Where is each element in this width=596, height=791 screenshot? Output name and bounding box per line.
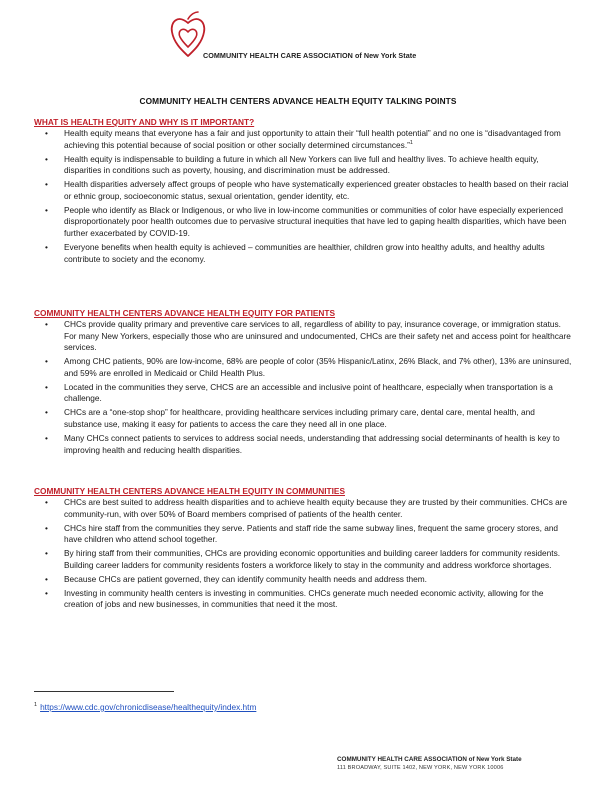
list-item: • CHCs provide quality primary and preventive care services to all, regardless of ability to pay, insurance coverage, or immigration status. For many New Yorkers, especially those who are uninsured and undocumented, CHCs are their safety net and access point for healthcare services. (45, 319, 571, 353)
bullet-icon: • (45, 319, 48, 329)
bullet-icon: • (45, 522, 48, 533)
apple-heart-logo-icon (168, 10, 208, 62)
footnote-number: 1 (34, 702, 38, 708)
list-item: • Health equity is indispensable to building a future in which all New Yorkers can live full and healthy lives. To achieve health equity, disparities in conditions such as poverty, housing, and discrimination must be addressed. (45, 153, 539, 176)
bullet-icon: • (45, 497, 48, 507)
bullet-icon: • (45, 179, 48, 190)
bullet-icon: • (45, 407, 48, 418)
list-item: • By hiring staff from their communities, CHCs are providing economic opportunities and building career ladders for community residents. Building career ladders for community residents fosters a workforce likely to stay in the community and address workforce shortages. (45, 548, 561, 570)
bullet-icon: • (45, 587, 48, 598)
list-item: • CHCs hire staff from the communities they serve. Patients and staff ride the same subway lines, frequent the same grocery stores, and have children who attend school together. (45, 522, 559, 545)
footnote (34, 702, 256, 712)
bullet-icon: • (45, 153, 48, 164)
footer-address: 111 BROADWAY, SUITE 1402, NEW YORK, NEW YORK 10006 (337, 765, 504, 771)
list-item: • CHCs are best suited to address health disparities and to achieve health equity because they are trusted by their communities. CHCs are community-run, with over 50% of Board members comprised of patients of the health center. (45, 497, 568, 519)
bullet-icon: • (45, 241, 48, 252)
bullet-icon: • (45, 381, 48, 392)
bullet-icon: • (45, 356, 48, 367)
list-item: • Health equity means that everyone has a fair and just opportunity to attain their “full health potential” and no one is “disadvantaged from achieving this potential because of social position or other socially determined circumstances.”$^1$ (45, 128, 561, 150)
list-item: • Many CHCs connect patients to services to address social needs, understanding that addressing social determinants of health is key to improving health and reducing health disparities. (45, 432, 560, 455)
list-item: • Health disparities adversely affect groups of people who have systematically experienced greater obstacles to health based on their racial or ethnic group, socioeconomic status, sexual orientation, gender identity, etc. (45, 179, 569, 201)
section-heading: WHAT IS HEALTH EQUITY AND WHY IS IT IMPORTANT? (34, 117, 255, 127)
list-item: • Because CHCs are patient governed, they can identify community health needs and address them. (45, 573, 427, 584)
bullet-icon: • (45, 573, 48, 584)
section-advance-equity-patients (34, 308, 572, 458)
footnote-link[interactable]: https://www.cdc.gov/chronicdisease/healthequity/index.htm (40, 702, 257, 712)
list-item: • CHCs are a “one-stop shop” for healthcare, providing healthcare services including primary care, dental care, mental health, and substance use, making it easy for patients to access the care they need all in one place. (45, 407, 535, 429)
list-item: • Located in the communities they serve, CHCS are an accessible and inclusive point of healthcare, especially when transportation is a challenge. (45, 381, 553, 404)
footer-org-name: COMMUNITY HEALTH CARE ASSOCIATION of New York State (337, 756, 522, 763)
footnote-mark: 1 (409, 139, 413, 146)
bullet-icon: • (45, 432, 48, 443)
section-what-is-health-equity (34, 117, 572, 267)
bullet-icon: • (45, 204, 48, 215)
org-name: COMMUNITY HEALTH CARE ASSOCIATION (203, 51, 353, 60)
section-heading: COMMUNITY HEALTH CENTERS ADVANCE HEALTH EQUITY IN COMMUNITIES (34, 486, 345, 496)
page-footer (337, 756, 522, 771)
bullet-icon: • (45, 128, 48, 138)
footnote-divider (34, 691, 174, 692)
list-item: • Everyone benefits when health equity is achieved – communities are healthier, children grow into healthy adults, and healthy adults contribute to society and the economy. (45, 241, 545, 264)
section-heading: COMMUNITY HEALTH CENTERS ADVANCE HEALTH EQUITY FOR PATIENTS (34, 308, 335, 318)
org-suffix: of New York State (352, 51, 417, 60)
bullet-icon: • (45, 548, 48, 559)
list-item: • Investing in community health centers is investing in communities. CHCs generate much needed economic activity, allowing for the creation of jobs and new businesses, in communities that need it the most. (45, 587, 544, 610)
list-item: • Among CHC patients, 90% are low-income, 68% are people of color (35% Hispanic/Latinx, 26% Black, and 7% other), 13% are uninsured, and 59% are enrolled in Medicaid or Child Health Plus. (45, 356, 572, 378)
org-header (203, 51, 416, 60)
section-advance-equity-communities (34, 486, 572, 613)
list-item: • People who identify as Black or Indigenous, or who live in low-income communities or communities of color have especially experienced disproportionately poor health outcomes due to pervasive structural inequities that have led to gaping health disparities, which have been further exacerbated by COVID-19. (45, 204, 567, 238)
document-title: COMMUNITY HEALTH CENTERS ADVANCE HEALTH EQUITY TALKING POINTS (139, 96, 457, 106)
